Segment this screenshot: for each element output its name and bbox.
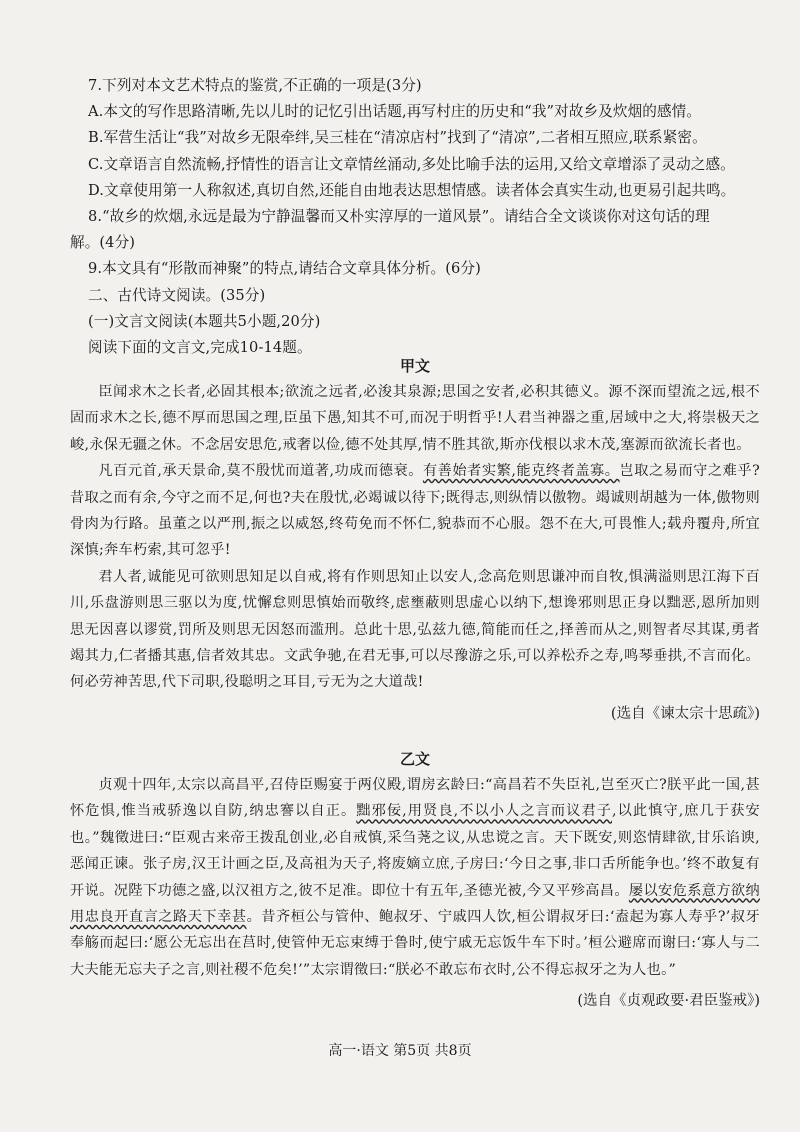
passage-jia-body xyxy=(70,379,760,696)
page-footer: 高一·语文 第5页 共8页 xyxy=(328,1043,472,1059)
paragraph: 君人者,诚能见可欲则思知足以自戒,将有作则思知止以安人,念高危则思谦冲而自牧,惧满溢则思江海下百川,乐盘游则思三驱以为度,忧懈怠则思慎始而敬终,虑壅蔽则思虚心以纳下,想谗邪则思正身以黜恶,恩所加则思无因喜以谬赏,罚所及则思无因怒而滥刑。总此十思,弘兹九德,简能而任之,择善而从之,则智者尽其谋,勇者竭其力,仁者播其惠,信者效其忠。文武争驰,在君无事,可以尽豫游之乐,可以养松乔之寿,鸣琴垂拱,不言而化。何必劳神苦思,代下司职,役聪明之耳目,亏无为之大道哉! xyxy=(70,568,760,691)
questions-section xyxy=(70,73,760,361)
instructions: 阅读下面的文言文,完成10-14题。 xyxy=(88,339,312,357)
section-heading: 二、古代诗文阅读。(35分) xyxy=(88,286,266,304)
option-b: B.军营生活让“我”对故乡无限牵绊,吴三桂在“清凉店村”找到了“清凉”,二者相互照应,联系紧密。 xyxy=(88,129,707,147)
text: 岂取之易而守之难乎?昔取之而有余,今守之而不足,何也?夫在殷忧,必竭诚以待下;既得志,则纵情以傲物。竭诚则胡越为一体,傲物则骨肉为行路。虽董之以严刑,振之以威怒,终苟免而不怀仁,貌恭而不心服。怨不在大,可畏惟人;载舟覆舟,所宜深慎;奔车朽索,其可忽乎! xyxy=(70,463,761,559)
passage-yi xyxy=(70,746,760,1015)
paragraph: 臣闻求木之长者,必固其根本;欲流之远者,必浚其泉源;思国之安者,必积其德义。源不深而望流之远,根不固而求木之长,德不厚而思国之理,臣虽下愚,知其不可,而况于明哲乎!人君当神器之重,居域中之大,将崇极天之峻,永保无疆之休。不念居安思危,戒奢以俭,德不处其厚,情不胜其欲,斯亦伐根以求木茂,塞源而欲流长者也。 xyxy=(70,384,760,453)
passage-jia-title: 甲文 xyxy=(399,357,430,375)
paragraph xyxy=(70,458,760,564)
underlined-sentence: 屡以安危系意方欲纳用忠良开直言之路天下幸甚 xyxy=(70,882,761,926)
question-8-cont: 解。(4分) xyxy=(70,234,136,252)
option-d: D.文章使用第一人称叙述,真切自然,还能自由地表达思想情感。读者体会真实生动,也更易引起共鸣。 xyxy=(88,181,736,199)
underlined-sentence: 有善始者实繁,能克终者盖寡。 xyxy=(422,463,620,480)
question-8: 8.“故乡的炊烟,永远是最为宁静温馨而又朴实淳厚的一道风景”。请结合全文谈谈你对这句话的理 xyxy=(88,208,710,226)
option-c: C.文章语言自然流畅,抒情性的语言让文章情丝涌动,多处比喻手法的运用,又给文章增添了灵动之感。 xyxy=(88,155,735,173)
text: 贞观十四年,太宗以高昌平,召侍臣赐宴于两仪殿,谓房玄龄曰:“高昌若不失臣礼,岂至灭亡?朕平此一国,甚怀危惧,惟当戒骄逸以自防,纳忠謇以自正。 xyxy=(70,777,760,820)
text: 凡百元首,承天景命,莫不殷忧而道著,功成而德衰。 xyxy=(98,463,423,480)
passage-yi-source: (选自《贞观政要·君臣鉴戒》) xyxy=(577,993,760,1010)
passage-yi-title: 乙文 xyxy=(399,750,430,768)
passage-jia xyxy=(70,353,760,728)
passage-jia-source: (选自《谏太宗十思疏》) xyxy=(610,705,760,722)
question-7: 7.下列对本文艺术特点的鉴赏,不正确的一项是(3分) xyxy=(88,77,422,94)
text: ,以此慎守,庶几于获安也。”魏徵进曰:“臣观古来帝王拨乱创业,必自戒慎,采刍荛之议,从忠谠之言。天下既安,则恣情肆欲,甘乐谄谀,恶闻正谏。张子房,汉王计画之臣,及高祖为天子,将废嫡立庶,子房曰:‘今日之事,非口舌所能争也。’终不敢复有开说。况陛下功德之盛,以汉祖方之,彼不足准。即位十有五年,圣德光被,今又平殄高昌。 xyxy=(70,803,760,899)
text: 。昔齐桓公与管仲、鲍叔牙、宁戚四人饮,桓公谓叔牙曰:‘盍起为寡人寿乎?’叔牙奉觞而起曰:‘愿公无忘出在莒时,使管仲无忘束缚于鲁时,使宁戚无忘饭牛车下时。’桓公避席而谢曰:‘寡人与二大夫能无忘夫子之言,则社稷不危矣!’”太宗谓徵曰:“朕必不敢忘布衣时,公不得忘叔牙之为人也。” xyxy=(70,909,760,978)
subsection-heading: (一)文言文阅读(本题共5小题,20分) xyxy=(88,312,321,330)
question-9: 9.本文具有“形散而神聚”的特点,请结合文章具体分析。(6分) xyxy=(88,260,481,278)
underlined-sentence: 黜邪佞,用贤良,不以小人之言而议君子 xyxy=(356,803,613,820)
paragraph xyxy=(70,772,760,983)
option-a: A.本文的写作思路清晰,先以儿时的记忆引出话题,再写村庄的历史和“我”对故乡及炊烟的感情。 xyxy=(88,103,702,121)
passage-yi-body xyxy=(70,772,760,983)
